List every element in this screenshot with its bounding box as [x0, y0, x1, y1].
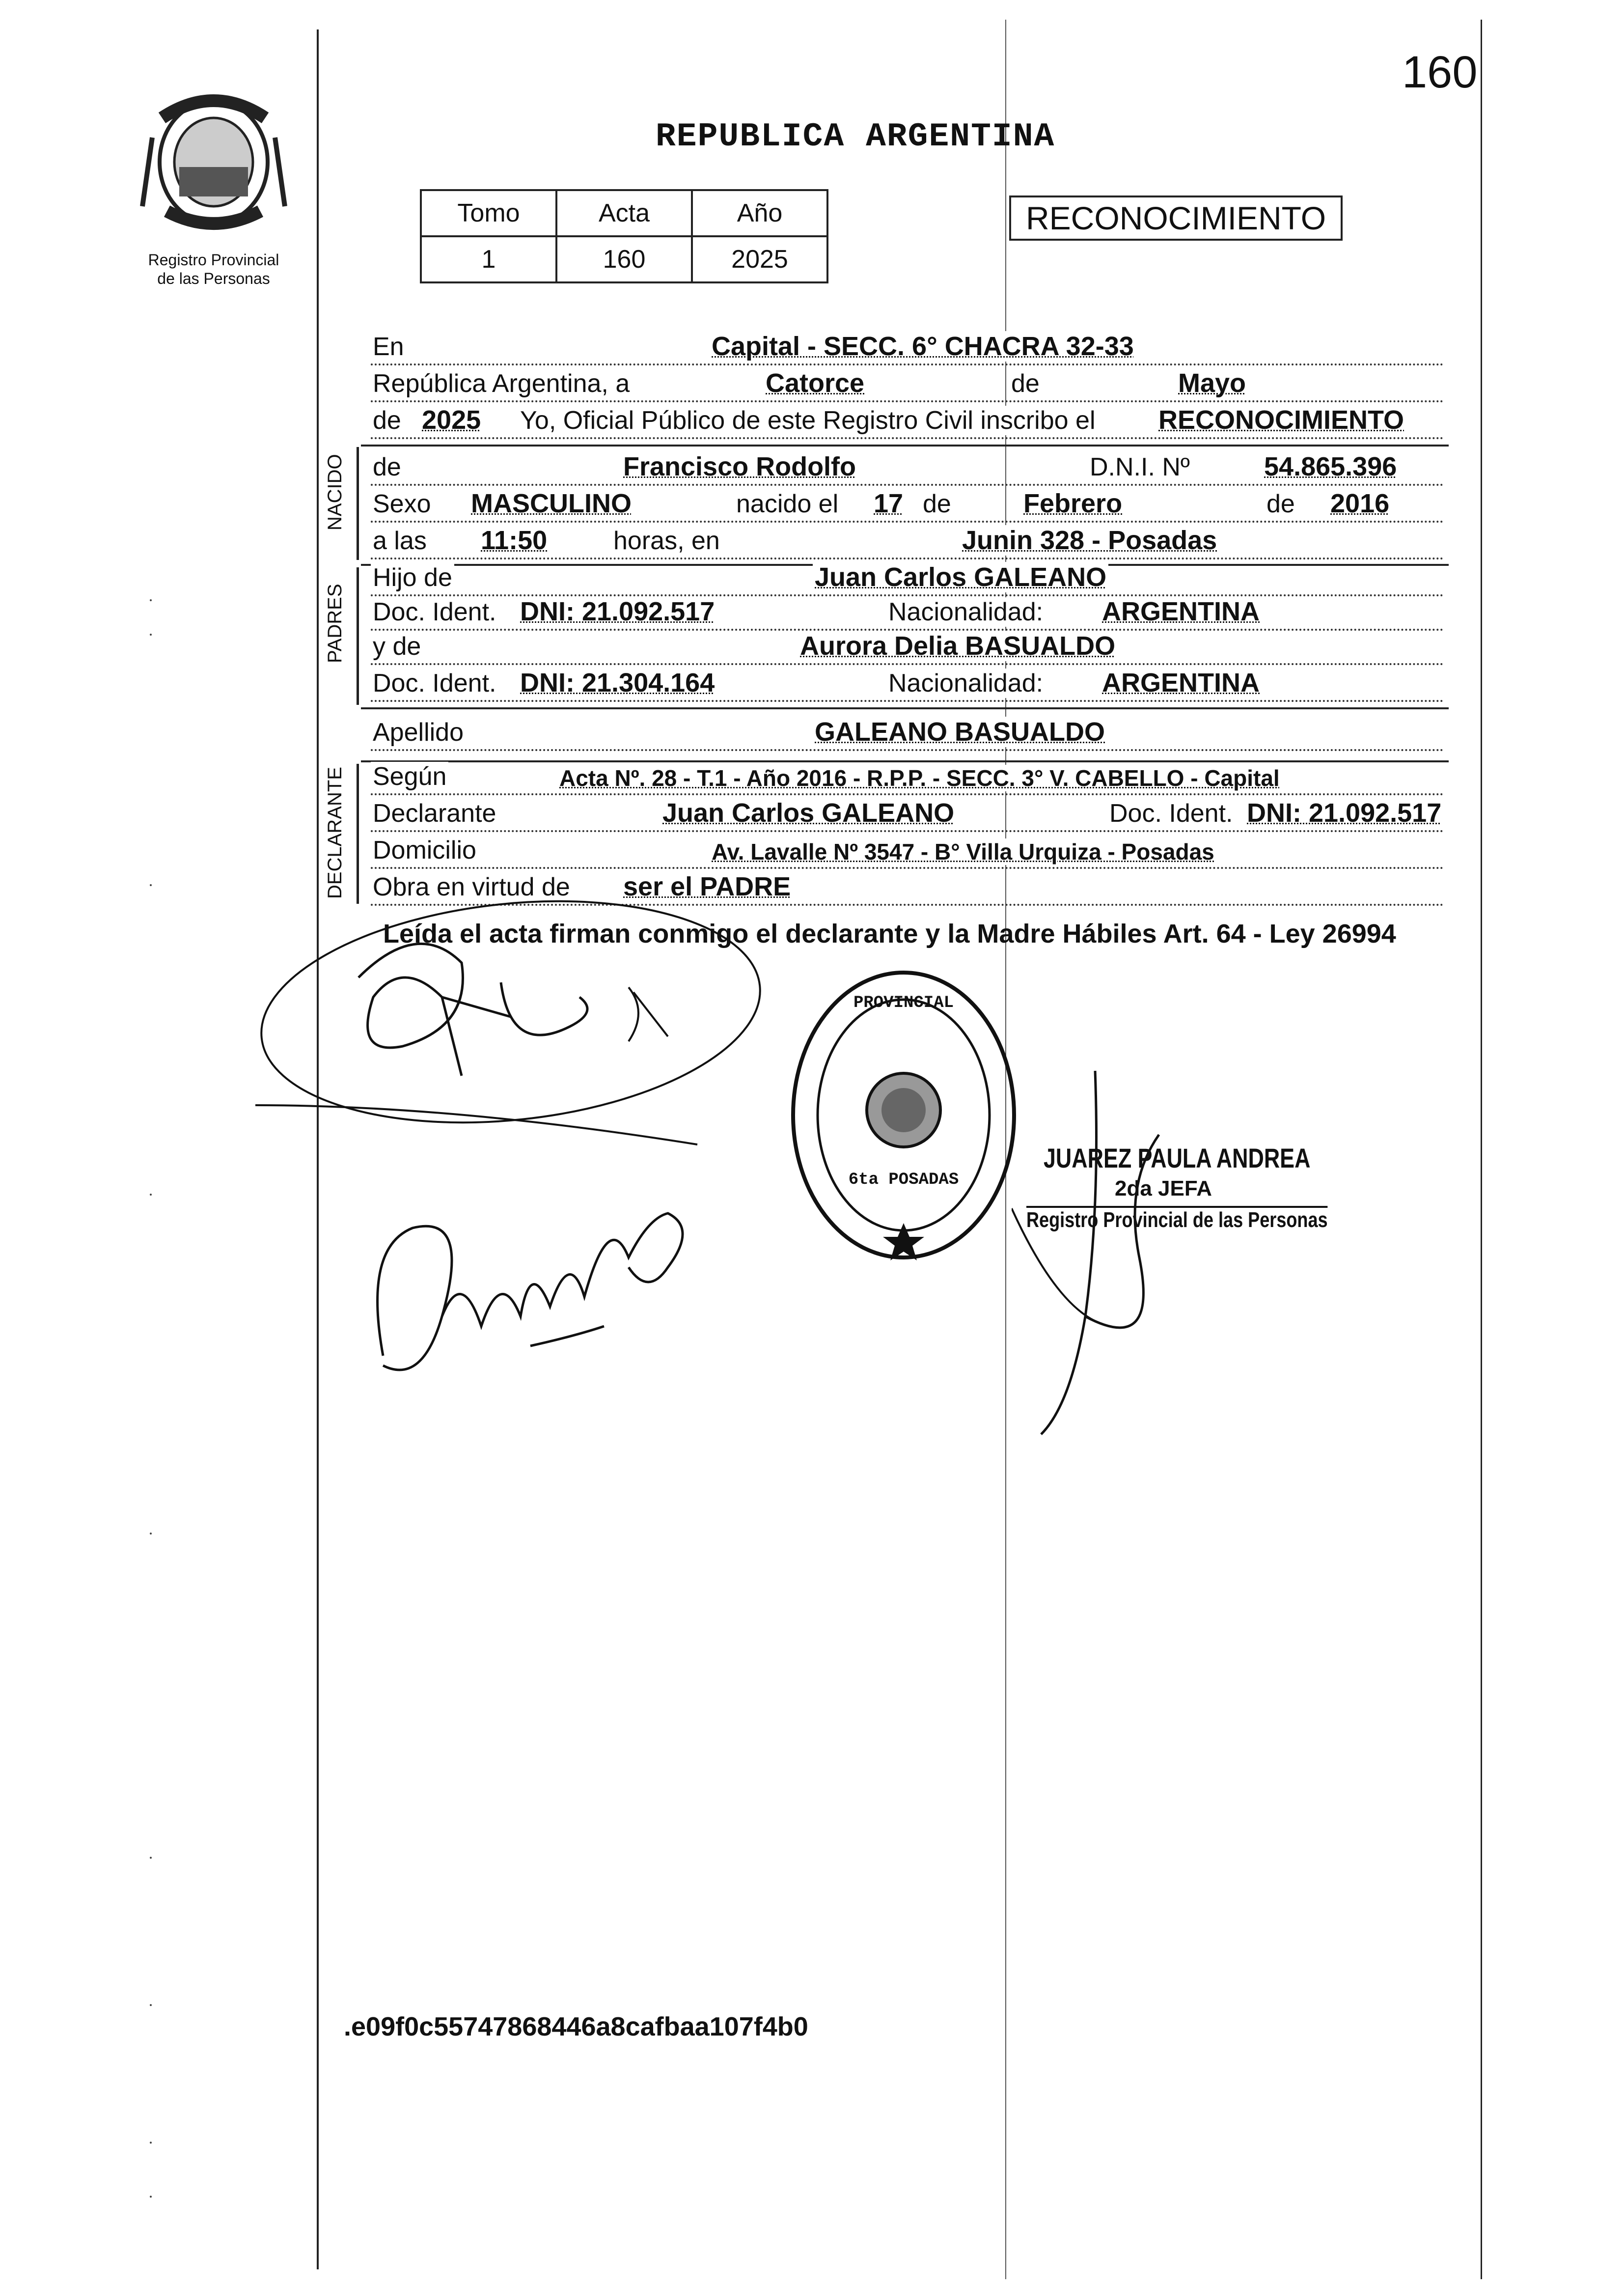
label-de-anio2: de: [1265, 489, 1297, 519]
value-mes: Mayo: [1176, 368, 1248, 398]
label-en: En: [371, 332, 406, 362]
label-doc-madre: Doc. Ident.: [371, 669, 498, 698]
record-value-acta: 160: [556, 236, 692, 282]
label-sexo: Sexo: [371, 489, 433, 519]
value-nac-anio: 2016: [1328, 488, 1391, 519]
document-title: REPUBLICA ARGENTINA: [656, 118, 1055, 156]
line-declarante: [371, 796, 1444, 832]
label-declarante: Declarante: [371, 799, 498, 828]
value-madre: Aurora Delia BASUALDO: [798, 631, 1117, 661]
record-header-tomo: Tomo: [421, 190, 556, 236]
label-nacionalidad-padre: Nacionalidad:: [886, 597, 1045, 627]
label-republica: República Argentina, a: [371, 369, 632, 398]
label-oficial: Yo, Oficial Público de este Registro Civil inscribo el: [518, 406, 1098, 435]
verification-hash: .e09f0c55747868446a8cafbaa107f4b0: [344, 2012, 808, 2041]
label-doc-padre: Doc. Ident.: [371, 597, 498, 627]
side-label-declarante: DECLARANTE: [324, 767, 346, 899]
reading-statement: Leída el acta firman conmigo el declarante y la Madre Hábiles Art. 64 - Ley 26994: [383, 919, 1396, 949]
value-domicilio: Av. Lavalle Nº 3547 - B° Villa Urquiza - Posadas: [710, 838, 1216, 865]
value-lugar-nacimiento: Junin 328 - Posadas: [960, 525, 1219, 556]
line-hora: [371, 523, 1444, 559]
logo-caption-line2: de las Personas: [157, 270, 270, 287]
margin-dot: [150, 1194, 152, 1196]
declarante-signature: [255, 899, 796, 1174]
line-en: [371, 329, 1444, 365]
label-doc-declarante: Doc. Ident.: [1107, 799, 1235, 828]
value-declarante: Juan Carlos GALEANO: [661, 798, 956, 828]
record-header-acta: Acta: [556, 190, 692, 236]
label-de: de: [1009, 369, 1042, 398]
logo-caption: [110, 251, 317, 288]
record-value-anio: 2025: [692, 236, 827, 282]
declarante-bar: [357, 764, 359, 904]
value-nacionalidad-padre: ARGENTINA: [1100, 596, 1262, 627]
page-number: 160: [1402, 47, 1478, 97]
line-republica: [371, 366, 1444, 402]
margin-dot: [150, 1533, 152, 1535]
value-nac-mes: Febrero: [1021, 488, 1124, 519]
label-de-nombre: de: [371, 452, 403, 482]
line-oficial: [371, 403, 1444, 439]
margin-dot: [150, 634, 152, 636]
line-domicilio: [371, 833, 1444, 869]
line-apellido: [371, 715, 1444, 751]
official-signature: [1012, 1061, 1306, 1439]
label-nacionalidad-madre: Nacionalidad:: [886, 669, 1045, 698]
label-alas: a las: [371, 526, 429, 556]
value-dia: Catorce: [764, 368, 866, 398]
label-de-mes: de: [921, 489, 953, 519]
svg-text:PROVINCIAL: PROVINCIAL: [853, 994, 954, 1012]
margin-dot: [150, 599, 152, 601]
nacido-bar: [357, 447, 359, 560]
record-header-anio: Año: [692, 190, 827, 236]
label-obra: Obra en virtud de: [371, 872, 572, 902]
record-table-header-row: [421, 190, 827, 236]
label-nacido: nacido el: [734, 489, 840, 519]
value-doc-madre: DNI: 21.304.164: [518, 668, 716, 698]
label-segun: Según: [371, 762, 448, 791]
madre-signature: [354, 1169, 727, 1405]
margin-dot: [150, 2142, 152, 2144]
value-doc-padre: DNI: 21.092.517: [518, 596, 716, 627]
margin-dot: [150, 884, 152, 886]
label-dni: D.N.I. Nº: [1088, 452, 1192, 482]
value-anio: 2025: [420, 405, 483, 435]
value-segun: Acta Nº. 28 - T.1 - Año 2016 - R.P.P. - SECC. 3° V. CABELLO - Capital: [557, 765, 1282, 791]
line-doc-madre: [371, 666, 1444, 702]
line-segun: [371, 759, 1444, 795]
line-doc-padre: [371, 594, 1444, 631]
section-separator: [361, 707, 1449, 709]
line-madre: [371, 629, 1444, 665]
line-hijo: [371, 560, 1444, 596]
value-tipo: RECONOCIMIENTO: [1156, 405, 1406, 435]
record-table: [420, 189, 828, 283]
official-name: JUAREZ PAULA ANDREA: [1044, 1143, 1311, 1173]
value-dni: 54.865.396: [1262, 451, 1399, 482]
value-doc-declarante: DNI: 21.092.517: [1245, 798, 1443, 828]
svg-text:6ta POSADAS: 6ta POSADAS: [848, 1171, 959, 1189]
logo-caption-line1: Registro Provincial: [148, 251, 279, 269]
record-table-value-row: [421, 236, 827, 282]
side-label-nacido: NACIDO: [324, 454, 346, 530]
value-apellido: GALEANO BASUALDO: [813, 717, 1107, 747]
label-hijo: Hijo de: [371, 563, 454, 592]
value-nombre: Francisco Rodolfo: [621, 451, 858, 482]
label-horas: horas, en: [611, 526, 722, 556]
value-nacionalidad-madre: ARGENTINA: [1100, 668, 1262, 698]
label-y-de: y de: [371, 632, 423, 661]
line-sexo: [371, 486, 1444, 523]
value-padre: Juan Carlos GALEANO: [813, 562, 1108, 592]
official-stamp: [788, 968, 1019, 1262]
line-nombre: [371, 449, 1444, 486]
value-hora: 11:50: [479, 525, 549, 556]
padres-bar: [357, 567, 359, 705]
margin-dot: [150, 1857, 152, 1859]
margin-dot: [150, 2196, 152, 2198]
section-separator: [361, 445, 1449, 447]
record-value-tomo: 1: [421, 236, 556, 282]
official-org: Registro Provincial de las Personas: [1026, 1206, 1328, 1232]
value-nac-dia: 17: [872, 488, 905, 519]
label-domicilio: Domicilio: [371, 836, 478, 865]
label-apellido: Apellido: [371, 718, 466, 747]
side-label-padres: PADRES: [324, 584, 346, 663]
value-lugar-inscripcion: Capital - SECC. 6° CHACRA 32-33: [710, 331, 1136, 362]
label-de-anio: de: [371, 406, 403, 435]
record-type-box: RECONOCIMIENTO: [1009, 195, 1343, 241]
margin-dot: [150, 2004, 152, 2006]
official-role: 2da JEFA: [1115, 1176, 1212, 1200]
right-border-line: [1481, 20, 1482, 2279]
value-sexo: MASCULINO: [469, 488, 633, 519]
value-obra: ser el PADRE: [621, 871, 793, 902]
provincial-logo: [133, 88, 295, 236]
